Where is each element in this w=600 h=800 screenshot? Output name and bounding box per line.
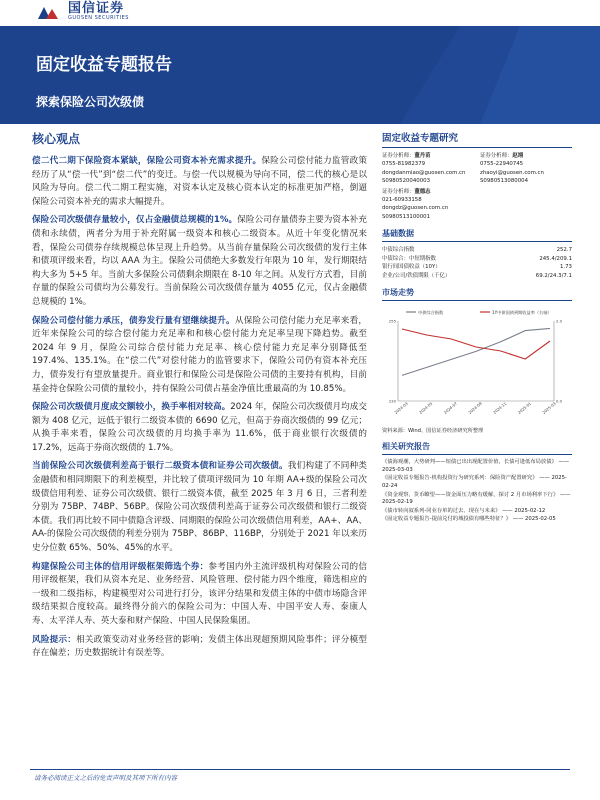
row-label: 银行间国债收益（10Y） bbox=[382, 264, 441, 271]
brand-name: 国信证券 bbox=[68, 1, 125, 16]
x-tick-label: 2024-07 bbox=[442, 401, 459, 416]
analyst-phone: 0755-81982379 bbox=[382, 161, 426, 168]
analyst-license: S0980513100001 bbox=[382, 213, 431, 220]
basic-data-title: 基础数据 bbox=[382, 228, 572, 242]
market-trend-chart bbox=[382, 305, 572, 425]
row-value: 69.2/24.3/7.1 bbox=[535, 272, 572, 279]
y-tick-label-left: 230 bbox=[388, 398, 396, 404]
core-view-paragraph bbox=[32, 460, 367, 555]
row-label: 中债综合指数 bbox=[382, 247, 415, 254]
related-reports-list bbox=[382, 459, 572, 524]
list-item[interactable]: 《固定收益专题报告-机构投资行为研究系列：保险资产配置研究》 —— 2025-02-24 bbox=[382, 475, 567, 490]
brand-logo bbox=[36, 2, 129, 21]
footer-divider bbox=[30, 769, 570, 770]
sidebar-title: 固定收益专题研究 bbox=[382, 130, 572, 148]
table-row bbox=[382, 255, 572, 264]
sidebar bbox=[382, 130, 572, 525]
x-tick-label: 2024-03 bbox=[393, 401, 409, 416]
analyst-role: 证券分析师： bbox=[382, 188, 415, 195]
analyst-role: 证券分析师： bbox=[480, 153, 513, 159]
legend-label: 1Y中债国债到期收益率（右轴） bbox=[492, 310, 552, 316]
core-view-paragraph bbox=[32, 214, 367, 309]
table-row bbox=[382, 246, 572, 255]
x-tick-label: 2024-11 bbox=[492, 401, 508, 416]
paragraph-body: 从保险公司偿付能力充足率来看，近年来保险公司的综合偿付能力充足率和和核心偿付能力充足率呈现下降趋势。截至 2024 年 9 月，保险公司综合偿付能力充足率、核心偿付能力充足率分别降低至 197.4%、135.1%。在“偿二代”对偿付能力的监管要求下，保险公司仍有资本补充压力，债券发行有望放量提升。商业银行和保险公司是保险公司债的主要持有机构，目前基金持仓保险公司债的量较小，持有保险公司债占基金净值比重最高的为 10.85%。 bbox=[32, 315, 367, 394]
analyst-card bbox=[382, 152, 470, 186]
core-view-paragraph bbox=[32, 634, 367, 661]
paragraph-lead: 构建保险公司主体的信用评级框架筛选个券： bbox=[32, 561, 209, 572]
analysts-row-1 bbox=[382, 152, 572, 186]
series-line bbox=[402, 329, 550, 376]
row-label: 企业/公司/铁债期限（千亿） bbox=[382, 272, 451, 279]
x-tick-label: 2024-05 bbox=[418, 401, 434, 416]
paragraph-lead: 保险公司次级债存量较小，仅占金融债总规模的1%。 bbox=[32, 215, 238, 226]
paragraph-lead: 保险公司偿付能力承压，债券发行量有望继续提升。 bbox=[32, 315, 235, 326]
row-value: 252.7 bbox=[556, 247, 572, 254]
paragraph-body: 保险公司偿付能力监管政策经历了从“偿一代”到“偿二代”的变迁。与偿一代以规模为导向不同，偿二代的核心是以风险为导向。偿二代二期工程实施，对资本认定及核心资本认定的标准更加严格，倒逼保险公司资本补充的需求大幅提升。 bbox=[32, 156, 367, 207]
analyst-role: 证券分析师： bbox=[382, 153, 415, 159]
analyst-phone: 021-60933158 bbox=[382, 197, 422, 204]
legend-label: 中债综合指数 bbox=[418, 310, 444, 316]
related-reports-title: 相关研究报告 bbox=[382, 441, 572, 455]
list-item[interactable]: 《资金观察，货币瞭望——资金面压力略有缓解，探讨 2 月市场利率下行》 —— 2025-02-19 bbox=[382, 491, 571, 506]
analyst-name: 董德志 bbox=[414, 188, 431, 195]
core-view-title: 核心观点 bbox=[32, 132, 81, 146]
report-type-title: 固定收益专题报告 bbox=[36, 55, 172, 75]
list-item[interactable]: 《固定收益专题报告-提前兑付的城投债有哪些特征？》 —— 2025-02-05 bbox=[382, 516, 556, 523]
table-row bbox=[382, 272, 572, 281]
list-item[interactable]: 《债市转向叙系列-同业存单的过去、现在与未来》 —— 2025-02-12 bbox=[382, 507, 546, 514]
row-label: 中债综合：中短期指数 bbox=[382, 255, 436, 262]
paragraph-lead: 当前保险公司次级债利差高于银行二级资本债和证券公司次级债。 bbox=[32, 461, 288, 472]
paragraph-body: 我们构建了不同种类金融债和相同期限下的利差模型，并比较了债项评级同为 10 年期 AA+级的保险公司次级债信用利差、证券公司次级债、银行二级资本债，截至 2025 年 3 月 6 日，三者利差分别为 75BP、74BP、56BP。保险公司次级债利差高于证券公司次级债和银行二级资本债。我们再比较不同中债隐含评级、同期限的保险公司次级债信用利差，AA+、AA、AA-的保险公司次级债的利差分别为 75BP、86BP、116BP，分别处于 2021 年以来历史分位数 65%、50%、45%的水平。 bbox=[32, 461, 367, 554]
paragraph-body: 保险公司存量债券主要为资本补充债和永续债，两者分为用于补充附属一级资本和核心二级资本。从近十年变化情况来看，保险公司债券存续规模总体呈现上升趋势。从当前存量保险公司次级债的发行主体和债项评级来看，均以 AAA 为主。保险公司债绝大多数发行年限为 10 年，发行期限结构大多为 5+5 年。当前大多保险公司债剩余期限在 8-10 年之间。从发行方式看，目前存量的保险公司债均为公募发行。当前保险公司次级债存量为 4055 亿元，仅占金融债总规模的 1%。 bbox=[32, 215, 367, 307]
paragraph-body: 参考国内外主流评级机构对保险公司的信用评级框架，我们从资本充足、业务经营、风险管理、偿付能力四个维度，筛选相应的一级和二级指标，构建模型对公司进行打分，该评分结果和发债主体的中债市场隐含评级结果拟合度较高。最终得分前六的保险公司为：中国人寿、中国平安人寿、泰康人寿、太平洋人寿、英大泰和财产保险、中国人民保险集团。 bbox=[32, 561, 367, 626]
core-view-paragraph bbox=[32, 155, 367, 209]
brand-name-en: GUOSEN SECURITIES bbox=[68, 15, 129, 21]
x-tick-label: 2024-09 bbox=[467, 401, 483, 416]
series-line bbox=[402, 329, 550, 359]
main-content bbox=[32, 130, 367, 666]
y-tick-label-right: 0.0 bbox=[556, 398, 563, 404]
analyst-email[interactable]: dongdz@guosen.com.cn bbox=[382, 205, 449, 212]
paragraph-lead: 风险提示： bbox=[32, 634, 77, 645]
chart-source: 资料来源：Wind、国信证券经济研究所整理 bbox=[382, 428, 484, 435]
core-view-paragraph bbox=[32, 401, 367, 455]
footer-disclaimer: 请务必阅读正文之后的免责声明及其项下所有内容 bbox=[34, 774, 177, 782]
y-tick-label-right: 2.0 bbox=[556, 318, 563, 324]
report-subtitle: 探索保险公司次级债 bbox=[36, 95, 145, 109]
analyst-license: S0980513080004 bbox=[480, 178, 529, 185]
table-row bbox=[382, 263, 572, 272]
market-trend-title: 市场走势 bbox=[382, 287, 572, 301]
x-tick-label: 2025-03 bbox=[541, 401, 557, 416]
list-item[interactable]: 《债海观潮，大势研判——短债已出出现配置价值，长债可逢低布局放债》 —— 2025-03-03 bbox=[382, 459, 570, 473]
analyst-phone: 0755-22940745 bbox=[480, 161, 524, 168]
top-bar bbox=[0, 0, 600, 26]
analyst-name: 董丹苗 bbox=[414, 153, 431, 159]
analyst-email[interactable]: dongdanmiao@guosen.com.cn bbox=[382, 169, 466, 176]
chart-svg bbox=[382, 305, 572, 425]
core-view-paragraph bbox=[32, 315, 367, 397]
analyst-license: S0980520040003 bbox=[382, 178, 431, 185]
analyst-email[interactable]: zhaoyi@guosen.com.cn bbox=[480, 169, 544, 176]
x-tick-label: 2025-01 bbox=[516, 401, 533, 416]
analyst-card bbox=[382, 188, 470, 222]
paragraph-body: 2024 年，保险公司次级债月均成交额为 408 亿元，远低于银行二级资本债的 6690 亿元，但高于券商次级债的 99 亿元；从换手率来看，保险公司次级债的月均换手率为 11.6%，低于商业银行次级债的 17.2%，远高于券商次级债的 1.7%。 bbox=[32, 402, 367, 453]
paragraph-lead: 偿二代二期下保险资本紧缺，保险公司资本补充需求提升。 bbox=[32, 156, 262, 166]
analyst-card bbox=[480, 152, 568, 186]
y-tick-label-left: 255 bbox=[388, 318, 396, 324]
logo-mark-icon bbox=[36, 3, 62, 21]
paragraph-lead: 保险公司次级债月度成交额较小，换手率相对较高。 bbox=[32, 402, 231, 413]
analyst-name: 赵翊 bbox=[512, 153, 524, 159]
basic-data-table bbox=[382, 246, 572, 280]
row-value: 245.4/209.1 bbox=[539, 255, 572, 262]
core-view-paragraph bbox=[32, 561, 367, 629]
paragraph-body: 相关政策变动对业务经营的影响；发债主体出现超预期风险事件；评分模型存在偏差；历史数据统计有误差等。 bbox=[32, 634, 367, 659]
title-banner bbox=[0, 26, 600, 124]
row-value: 1.73 bbox=[559, 264, 572, 271]
banner-decoration bbox=[340, 26, 600, 124]
